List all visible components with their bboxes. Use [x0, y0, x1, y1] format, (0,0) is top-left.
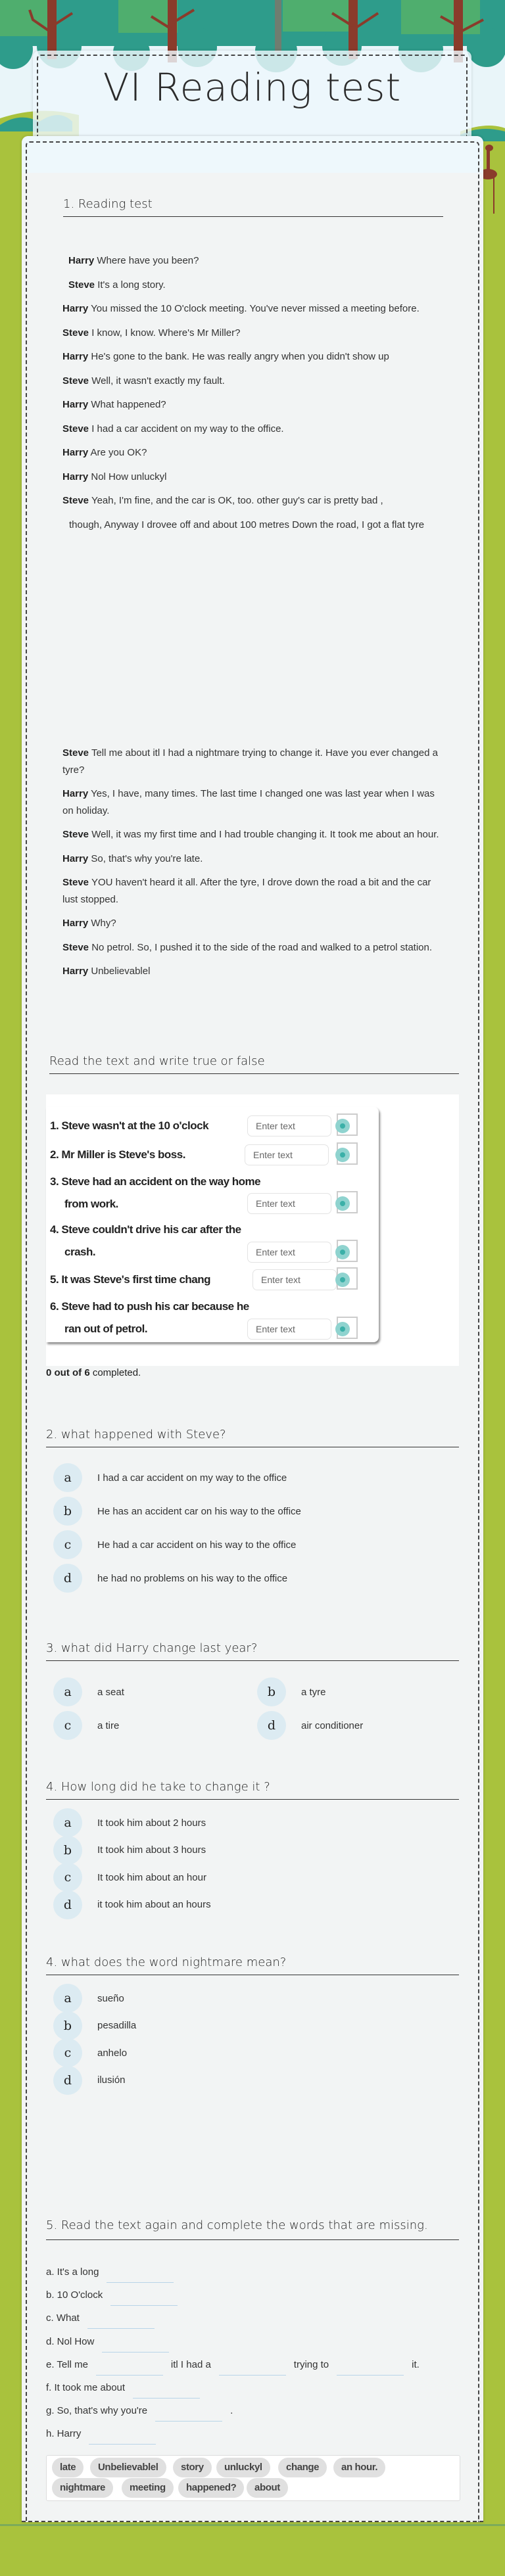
title-card	[33, 51, 471, 136]
option-letter-badge: a	[53, 1984, 82, 2013]
word-bank-chip[interactable]: unluckyl	[216, 2458, 270, 2477]
dialogue-text: Are you OK?	[90, 447, 147, 458]
section-heading-reading-test: 1. Reading test	[63, 197, 443, 217]
dialogue-text: I know, I know. Where's Mr Miller?	[91, 327, 241, 339]
word-bank-chip[interactable]: change	[278, 2458, 327, 2477]
fill-in-text: .	[230, 2405, 233, 2417]
completed-suffix: completed.	[89, 1367, 141, 1378]
fill-in-row	[46, 2308, 162, 2324]
answer-option-d[interactable]	[257, 1711, 363, 1740]
tf-statement-cont: crash.	[64, 1246, 96, 1258]
option-text: pesadilla	[97, 2020, 137, 2031]
answer-option-d[interactable]	[53, 1564, 287, 1593]
answer-option-a[interactable]	[53, 1984, 124, 2013]
option-letter-badge: a	[53, 1808, 82, 1837]
fill-in-text: g. So, that's why you're	[46, 2405, 148, 2417]
tf-input-placeholder: Enter text	[261, 1275, 301, 1285]
dialogue-text: Where have you been?	[97, 255, 199, 266]
option-letter-badge: c	[53, 1863, 82, 1892]
dialogue-line	[62, 373, 447, 390]
tf-status-dot-icon	[335, 1322, 350, 1336]
dialogue-text: What happened?	[91, 399, 166, 410]
fill-in-blank[interactable]	[89, 2429, 156, 2445]
answer-option-b[interactable]	[53, 1836, 206, 1865]
fill-in-blank[interactable]	[219, 2360, 286, 2376]
option-text: a tire	[97, 1720, 120, 1731]
tf-answer-input[interactable]	[247, 1242, 331, 1263]
speaker-name: Steve	[62, 327, 89, 339]
dialogue-line	[62, 469, 447, 486]
fill-in-row	[46, 2332, 177, 2347]
tf-status-dot-icon	[335, 1273, 350, 1287]
fill-in-blank[interactable]	[96, 2360, 163, 2376]
fill-in-text: c. What	[46, 2312, 80, 2324]
dialogue-line	[62, 300, 447, 317]
speaker-name: Harry	[62, 471, 89, 482]
dialogue-text: Yeah, I'm fine, and the car is OK, too. other guy's car is pretty bad ,	[91, 495, 383, 506]
dialogue-line	[62, 348, 447, 365]
dialogue-text: YOU haven't heard it all. After the tyre, I drove down the road a bit and the car lust stopped.	[62, 877, 431, 905]
option-text: air conditioner	[301, 1720, 364, 1731]
tf-statement: 5. It was Steve's first time chang	[50, 1273, 211, 1286]
dialogue-line	[62, 277, 447, 294]
tf-statement: 4. Steve couldn't drive his car after the	[50, 1223, 241, 1236]
option-letter-badge: d	[53, 1564, 82, 1593]
dialogue-line	[62, 963, 447, 980]
fill-in-row	[46, 2355, 420, 2370]
dialogue-text: Yes, I have, many times. The last time I changed one was last year when I was on holiday.	[62, 788, 435, 816]
fill-in-blank[interactable]	[107, 2268, 174, 2283]
speaker-name: Steve	[62, 495, 89, 506]
word-bank-chip[interactable]: happened?	[178, 2478, 244, 2498]
tf-status-dot-icon	[335, 1148, 350, 1162]
answer-option-b[interactable]	[257, 1677, 326, 1706]
tf-statement-cont: ran out of petrol.	[64, 1323, 148, 1335]
section-heading-true-false: Read the text and write true or false	[49, 1054, 459, 1074]
option-letter-badge: b	[53, 1497, 82, 1526]
tf-statement: 2. Mr Miller is Steve's boss.	[50, 1148, 185, 1161]
word-bank-chip[interactable]: an hour.	[333, 2458, 385, 2477]
dialogue-text: Unbelievablel	[91, 966, 151, 977]
option-letter-badge: d	[53, 1890, 82, 1919]
speaker-name: Steve	[62, 877, 89, 888]
dialogue-line	[62, 444, 447, 461]
fill-in-row	[46, 2378, 208, 2393]
tf-statement: 1. Steve wasn't at the 10 o'clock	[50, 1119, 209, 1132]
answer-option-c[interactable]	[53, 1863, 206, 1892]
true-false-widget	[46, 1094, 459, 1366]
tf-input-placeholder: Enter text	[256, 1247, 295, 1257]
speaker-name: Harry	[62, 351, 89, 362]
tf-answer-input[interactable]	[252, 1269, 337, 1290]
word-bank	[46, 2455, 460, 2501]
option-letter-badge: d	[53, 2066, 82, 2095]
tf-input-placeholder: Enter text	[256, 1121, 295, 1131]
option-text: it took him about an hours	[97, 1899, 211, 1910]
word-bank-chip[interactable]: meeting	[122, 2478, 174, 2498]
tf-status-dot-icon	[335, 1245, 350, 1259]
answer-option-c[interactable]	[53, 1530, 296, 1559]
option-text: It took him about an hour	[97, 1871, 206, 1883]
page-title: VI Reading test	[103, 65, 402, 110]
speaker-name: Harry	[62, 918, 89, 929]
dialogue-text: though, Anyway I drovee off and about 100 metres Down the road, I got a flat tyre	[69, 519, 425, 530]
dialogue-line	[62, 785, 447, 819]
fill-in-text: e. Tell me	[46, 2358, 88, 2370]
fill-in-row	[46, 2401, 233, 2416]
option-text: he had no problems on his way to the office	[97, 1572, 288, 1584]
option-letter-badge: b	[257, 1677, 286, 1706]
option-letter-badge: a	[53, 1463, 82, 1492]
dialogue-text: Nol How unluckyl	[91, 471, 167, 482]
dialogue-line	[62, 826, 447, 843]
dialogue-text: Well, it was my first time and I had trouble changing it. It took me about an hour.	[91, 829, 439, 840]
word-bank-chip[interactable]: nightmare	[52, 2478, 113, 2498]
speaker-name: Harry	[62, 303, 89, 314]
dialogue-text: Tell me about itl I had a nightmare trying to change it. Have you ever changed a tyre?	[62, 747, 438, 776]
tf-statement: 3. Steve had an accident on the way home	[50, 1175, 261, 1188]
dialogue-line	[62, 874, 447, 908]
dialogue-part-1	[62, 252, 447, 540]
speaker-name: Harry	[62, 447, 89, 458]
dialogue-text: It's a long story.	[97, 279, 166, 291]
option-text: ilusión	[97, 2074, 126, 2086]
option-letter-badge: a	[53, 1677, 82, 1706]
fill-in-row	[46, 2285, 185, 2301]
speaker-name: Harry	[62, 399, 89, 410]
option-text: He has an accident car on his way to the office	[97, 1505, 301, 1517]
tf-answer-input[interactable]	[245, 1144, 329, 1165]
speaker-name: Steve	[62, 375, 89, 386]
tf-input-placeholder: Enter text	[253, 1150, 293, 1160]
option-letter-badge: c	[53, 1711, 82, 1740]
completed-count: 0 out of 6	[46, 1367, 90, 1378]
answer-option-c[interactable]	[53, 1711, 119, 1740]
option-letter-badge: b	[53, 2011, 82, 2040]
answer-option-d[interactable]	[53, 1890, 211, 1919]
fill-in-blank[interactable]	[133, 2383, 200, 2399]
option-text: sueño	[97, 1992, 124, 2004]
question-heading: 3. what did Harry change last year?	[46, 1641, 459, 1661]
tf-input-placeholder: Enter text	[256, 1198, 295, 1209]
speaker-name: Harry	[62, 853, 89, 864]
option-text: It took him about 2 hours	[97, 1817, 206, 1829]
speaker-name: Steve	[68, 279, 95, 291]
option-letter-badge: c	[53, 2038, 82, 2067]
dialogue-line	[62, 915, 447, 932]
fill-in-blank[interactable]	[87, 2314, 155, 2329]
true-false-card	[46, 1107, 379, 1342]
dialogue-line	[62, 745, 447, 778]
question-heading: 4. what does the word nightmare mean?	[46, 1955, 459, 1975]
section-heading-fill-in: 5. Read the text again and complete the words that are missing.	[46, 2216, 459, 2240]
tf-status-dot-icon	[335, 1196, 350, 1211]
question-heading: 2. what happened with Steve?	[46, 1428, 459, 1447]
fill-in-text: it.	[412, 2358, 420, 2370]
speaker-name: Steve	[62, 423, 89, 434]
dialogue-text: He's gone to the bank. He was really angry when you didn't show up	[91, 351, 389, 362]
fill-in-blank[interactable]	[155, 2406, 222, 2422]
tf-status-dot-icon	[335, 1119, 350, 1133]
dialogue-line	[62, 517, 447, 534]
dialogue-line	[62, 421, 447, 438]
tf-answer-input[interactable]	[247, 1193, 331, 1214]
dialogue-text: You missed the 10 O'clock meeting. You've never missed a meeting before.	[91, 303, 420, 314]
speaker-name: Steve	[62, 747, 89, 759]
answer-option-a[interactable]	[53, 1677, 124, 1706]
tf-answer-input[interactable]	[247, 1319, 331, 1340]
answer-option-b[interactable]	[53, 1497, 301, 1526]
word-bank-chip[interactable]: about	[247, 2478, 288, 2498]
footer-band	[0, 2524, 505, 2576]
answer-option-d[interactable]	[53, 2066, 126, 2095]
word-bank-chip[interactable]: late	[52, 2458, 84, 2477]
dialogue-text: Why?	[91, 918, 116, 929]
fill-in-row	[46, 2424, 164, 2439]
speaker-name: Steve	[62, 941, 89, 953]
dialogue-line	[62, 325, 447, 342]
dialogue-line	[62, 396, 447, 413]
answer-option-a[interactable]	[53, 1463, 287, 1492]
fill-in-blank[interactable]	[337, 2360, 404, 2376]
option-text: a tyre	[301, 1686, 326, 1698]
tf-answer-input[interactable]	[247, 1115, 331, 1136]
speaker-name: Steve	[62, 829, 89, 840]
fill-in-text: f. It took me about	[46, 2382, 126, 2393]
tf-statement-cont: from work.	[64, 1198, 118, 1210]
word-bank-chip[interactable]: Unbelievablel	[90, 2458, 166, 2477]
fill-in-text: a. It's a long	[46, 2266, 99, 2278]
dialogue-line	[62, 851, 447, 868]
option-text: a seat	[97, 1686, 124, 1698]
completion-status	[46, 1367, 141, 1378]
dialogue-line	[62, 939, 447, 956]
option-text: I had a car accident on my way to the office	[97, 1472, 287, 1484]
fill-in-row	[46, 2262, 181, 2278]
option-letter-badge: d	[257, 1711, 286, 1740]
speaker-name: Harry	[62, 788, 89, 799]
question-heading: 4. How long did he take to change it ?	[46, 1780, 459, 1800]
option-letter-badge: b	[53, 1836, 82, 1865]
answer-option-b[interactable]	[53, 2011, 136, 2040]
fill-in-text: h. Harry	[46, 2428, 82, 2440]
tf-statement: 6. Steve had to push his car because he	[50, 1300, 249, 1313]
dialogue-line	[62, 492, 447, 509]
speaker-name: Harry	[62, 966, 89, 977]
dialogue-text: No petrol. So, I pushed it to the side of the road and walked to a petrol station.	[91, 941, 433, 953]
dialogue-part-2	[62, 745, 447, 987]
fill-in-text: trying to	[293, 2358, 329, 2370]
speaker-name: Harry	[68, 255, 95, 266]
fill-in-text: b. 10 O'clock	[46, 2289, 103, 2301]
fill-in-text: itl I had a	[170, 2358, 211, 2370]
option-text: anhelo	[97, 2047, 128, 2059]
dialogue-text: Well, it wasn't exactly my fault.	[91, 375, 225, 386]
option-text: It took him about 3 hours	[97, 1844, 206, 1856]
tf-input-placeholder: Enter text	[256, 1324, 295, 1334]
fill-in-blank[interactable]	[102, 2337, 169, 2353]
option-text: He had a car accident on his way to the office	[97, 1539, 297, 1551]
fill-in-blank[interactable]	[110, 2291, 178, 2306]
dialogue-text: So, that's why you're late.	[91, 853, 203, 864]
answer-option-c[interactable]	[53, 2038, 127, 2067]
word-bank-chip[interactable]: story	[173, 2458, 212, 2477]
dialogue-text: I had a car accident on my way to the office.	[91, 423, 284, 434]
option-letter-badge: c	[53, 1530, 82, 1559]
answer-option-a[interactable]	[53, 1808, 206, 1837]
dialogue-line	[62, 252, 447, 269]
fill-in-text: d. Nol How	[46, 2335, 95, 2347]
